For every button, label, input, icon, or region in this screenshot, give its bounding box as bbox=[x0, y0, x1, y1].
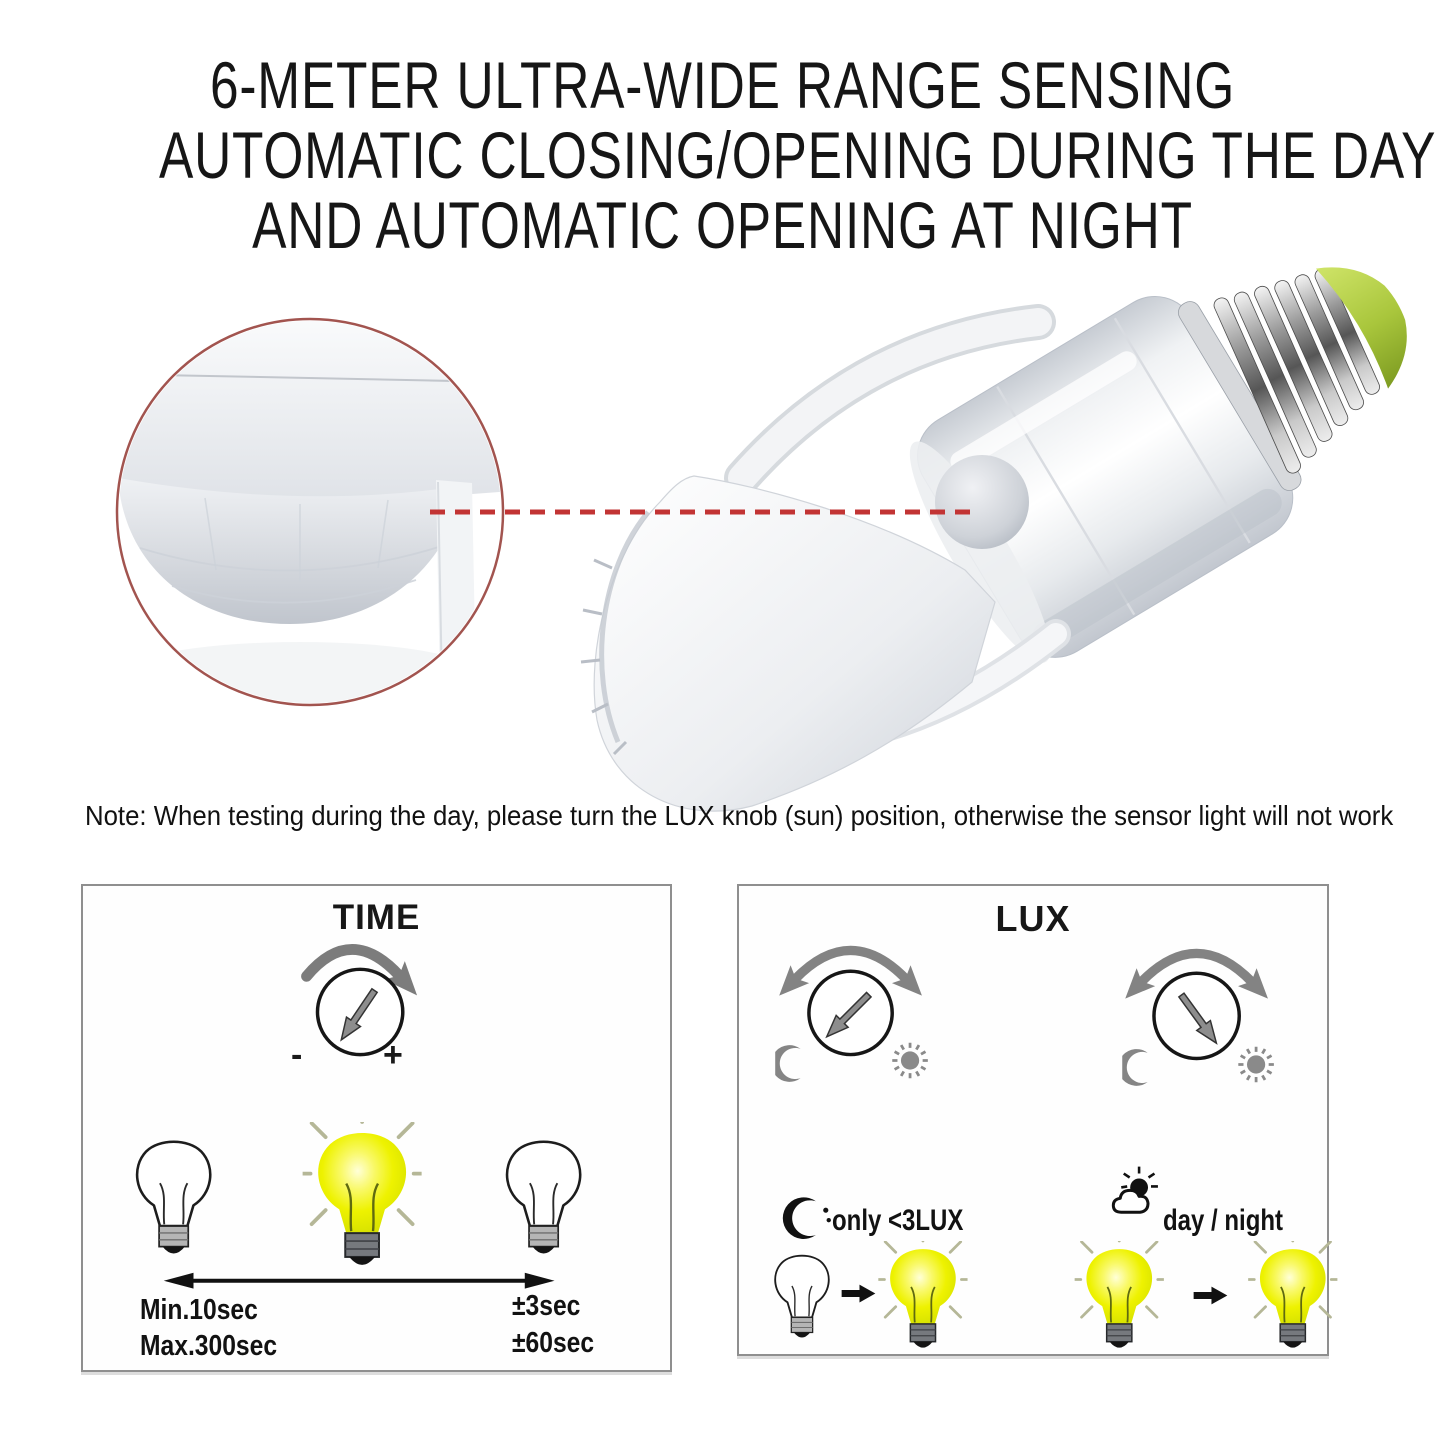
lux-panel-title: LUX bbox=[995, 898, 1071, 939]
bulb-off-icon bbox=[137, 1142, 210, 1254]
time-panel-title: TIME bbox=[332, 898, 421, 937]
moon-icon bbox=[1118, 1049, 1148, 1086]
small-step-label: ±3sec bbox=[512, 1290, 581, 1322]
range-arrow-icon bbox=[164, 1273, 555, 1289]
sun-icon bbox=[1238, 1047, 1274, 1083]
day-condition-label: day / night bbox=[1163, 1204, 1283, 1237]
sensor-arm bbox=[581, 476, 995, 811]
bulb-on-icon bbox=[291, 1102, 434, 1265]
arrow-right-icon bbox=[1194, 1287, 1228, 1305]
knob-minus-sign: - bbox=[291, 1036, 303, 1074]
lux-knob-night-icon bbox=[770, 950, 931, 1054]
title-line-1: 6-METER ULTRA-WIDE RANGE SENSING bbox=[209, 48, 1236, 122]
title-line-2: AUTOMATIC CLOSING/OPENING DURING THE DAY bbox=[158, 118, 1437, 192]
title-line-3: AND AUTOMATIC OPENING AT NIGHT bbox=[252, 188, 1193, 262]
night-moon-icon bbox=[783, 1197, 831, 1239]
night-condition-label: only <3LUX bbox=[832, 1204, 964, 1237]
page-title bbox=[0, 50, 1445, 260]
bulb-off-icon bbox=[507, 1142, 580, 1254]
bulb-on-icon bbox=[1066, 1226, 1173, 1347]
time-panel bbox=[81, 884, 672, 1372]
product-photo bbox=[0, 250, 1445, 810]
usage-note: Note: When testing during the day, please turn the LUX knob (sun) position, otherwise the sensor light will not work bbox=[85, 800, 1394, 831]
knob-plus-sign: + bbox=[383, 1036, 403, 1074]
pir-dome bbox=[935, 455, 1029, 549]
lux-panel bbox=[737, 884, 1329, 1356]
time-knob-icon bbox=[307, 949, 428, 1054]
sensor-lamp-holder bbox=[581, 186, 1445, 811]
bulb-on-icon bbox=[1239, 1226, 1346, 1347]
lux-knob-day-icon bbox=[1116, 953, 1277, 1058]
magnifier-closeup-icon bbox=[80, 308, 522, 706]
sun-behind-cloud-icon bbox=[1113, 1167, 1158, 1213]
sun-icon bbox=[892, 1043, 928, 1079]
lux-panel-graphics bbox=[739, 886, 1327, 1354]
arrow-right-icon bbox=[842, 1285, 876, 1303]
min-time-label: Min.10sec bbox=[140, 1294, 258, 1326]
max-time-label: Max.300sec bbox=[140, 1330, 278, 1362]
large-step-label: ±60sec bbox=[512, 1327, 595, 1359]
bulb-off-icon bbox=[775, 1256, 829, 1338]
moon-icon bbox=[771, 1045, 801, 1082]
bulb-on-icon bbox=[870, 1226, 977, 1347]
